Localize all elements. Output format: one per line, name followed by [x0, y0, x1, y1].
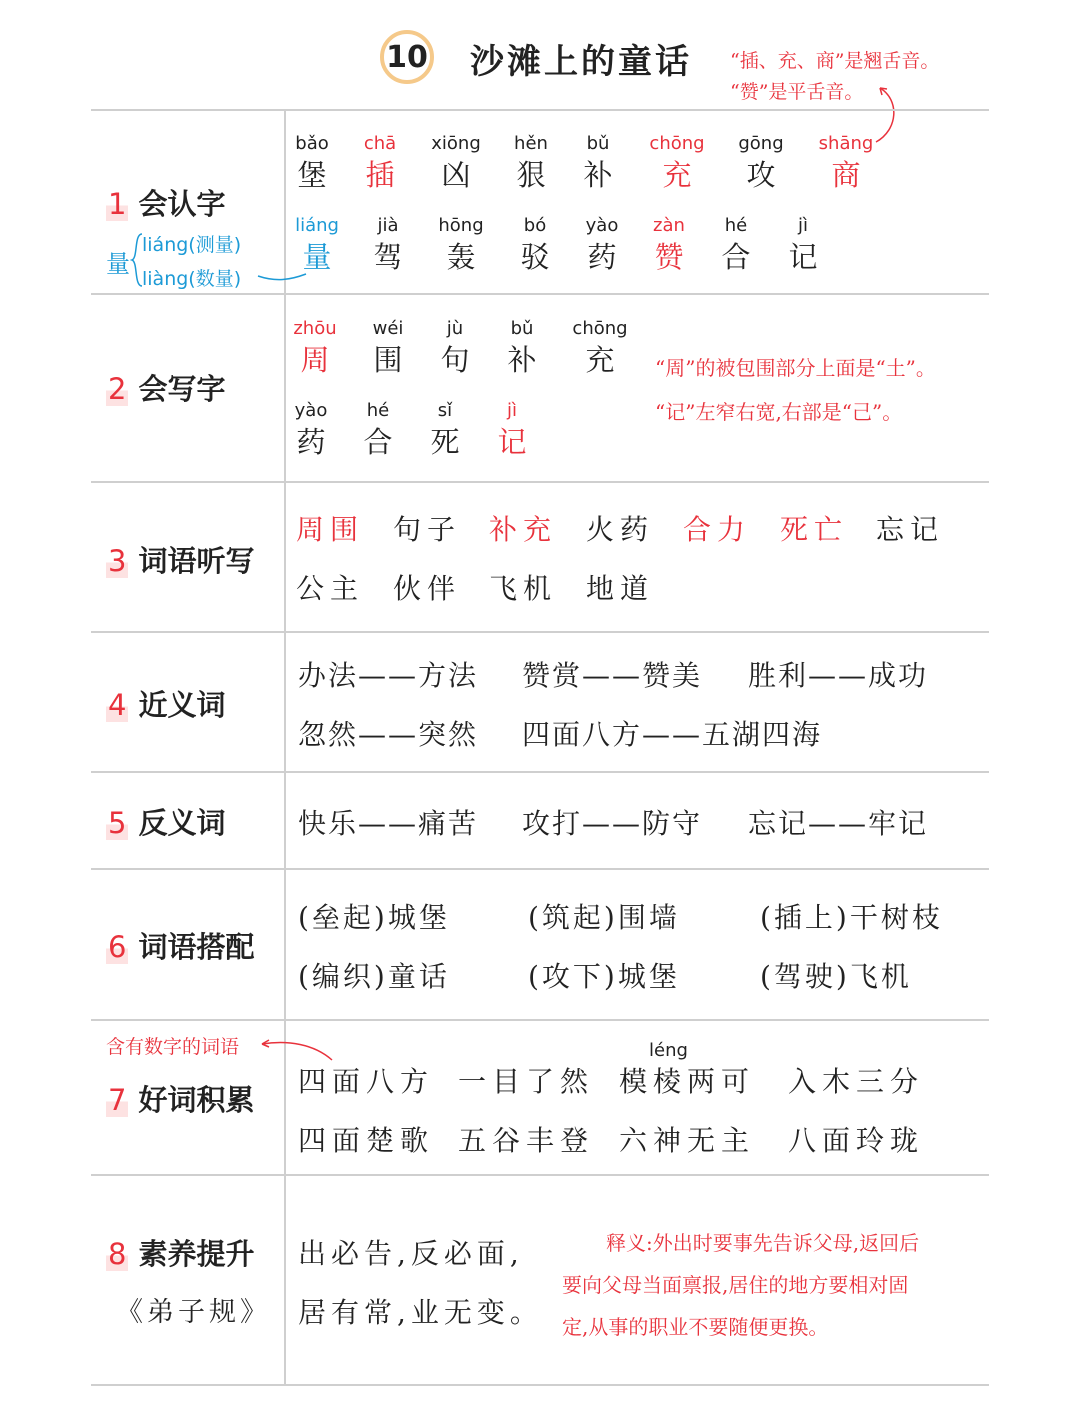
collocation: (插上)干树枝 — [760, 901, 943, 934]
char-cell: hěn 狠 — [514, 133, 548, 192]
good-word: 四面楚歌 — [298, 1124, 435, 1157]
char-cell: bǎo 堡 — [295, 133, 329, 192]
rule-7 — [91, 1174, 989, 1176]
char-cell: bǔ 补 — [507, 318, 537, 377]
char-cell: chā 插 — [363, 133, 397, 192]
rule-2 — [91, 481, 989, 483]
section-4-label: 4 近义词 — [108, 688, 226, 722]
good-words-note: 含有数字的词语 — [106, 1036, 240, 1058]
synonym-pair: 赞赏——赞美 — [522, 659, 703, 692]
antonym-pair: 快乐——痛苦 — [298, 807, 479, 840]
char-cell: jù 句 — [440, 318, 470, 377]
lesson-number: 10 — [386, 39, 428, 75]
dictation-word: 周围 — [296, 513, 365, 546]
literacy-exp-line-2: 要向父母当面禀报,居住的地方要相对固 — [562, 1273, 909, 1297]
char-cell: hōng 轰 — [438, 215, 484, 274]
dictation-word: 忘记 — [876, 513, 945, 546]
section-2-label: 2 会写字 — [108, 372, 226, 406]
section-1-label: 1 会认字 — [108, 187, 226, 221]
collocation: (垒起)城堡 — [298, 901, 450, 934]
dictation-word: 句子 — [393, 513, 462, 546]
char-cell: jì 记 — [497, 400, 527, 459]
poly-char: 量 — [106, 250, 130, 278]
dictation-word: 补充 — [489, 513, 558, 546]
poly-reading-1: liáng(测量) — [142, 234, 242, 256]
poly-reading-2: liàng(数量) — [142, 268, 242, 290]
header-note-line1: “插、充、商”是翘舌音。 — [730, 50, 940, 72]
char-cell: jià 驾 — [373, 215, 403, 274]
section-8-label: 8 素养提升 — [108, 1237, 255, 1271]
collocation: (筑起)围墙 — [528, 901, 680, 934]
rule-6 — [91, 1019, 989, 1021]
char-cell: wéi 围 — [372, 318, 404, 377]
rule-4 — [91, 771, 989, 773]
section-5-label: 5 反义词 — [108, 806, 226, 840]
char-cell: chōng 充 — [572, 318, 628, 377]
rule-3 — [91, 631, 989, 633]
synonym-pair: 忽然——突然 — [298, 718, 479, 751]
good-word: 入木三分 — [788, 1065, 925, 1098]
dictation-word: 公主 — [296, 572, 365, 605]
char-cell: zhōu 周 — [293, 318, 337, 377]
dictation-word: 飞机 — [489, 572, 558, 605]
good-word: 模棱两可 — [619, 1065, 756, 1098]
char-cell: hé 合 — [721, 215, 751, 274]
literacy-line-1: 出必告,反必面, — [298, 1237, 524, 1270]
good-word: 四面八方 — [298, 1065, 435, 1098]
good-word: 一目了然 — [458, 1065, 595, 1098]
write-note-2: “记”左窄右宽,右部是“己”。 — [655, 400, 903, 424]
collocation: (编织)童话 — [298, 960, 450, 993]
char-cell: bó 驳 — [520, 215, 550, 274]
antonym-pair: 忘记——牢记 — [748, 807, 929, 840]
section-8-sub: 《弟子规》 — [116, 1297, 271, 1328]
collocation: (驾驶)飞机 — [760, 960, 912, 993]
section-3-label: 3 词语听写 — [108, 544, 255, 578]
rule-5 — [91, 868, 989, 870]
section-7-label: 7 好词积累 — [108, 1083, 255, 1117]
char-cell: bǔ 补 — [583, 133, 613, 192]
section-6-label: 6 词语搭配 — [108, 930, 255, 964]
header-note-line2: “赞”是平舌音。 — [730, 81, 864, 103]
write-note-1: “周”的被包围部分上面是“土”。 — [655, 356, 936, 380]
char-cell: yào 药 — [585, 215, 619, 274]
synonym-pair: 四面八方——五湖四海 — [522, 718, 823, 751]
good-word: 八面玲珑 — [788, 1124, 925, 1157]
dictation-word: 合力 — [683, 513, 752, 546]
page-title: 沙滩上的童话 — [470, 42, 692, 82]
char-cell: gōng 攻 — [738, 133, 784, 192]
char-cell: chōng 充 — [649, 133, 705, 192]
char-cell: hé 合 — [363, 400, 393, 459]
dictation-word: 地道 — [586, 572, 655, 605]
char-cell: liáng 量 — [295, 215, 339, 274]
rule-top — [91, 109, 989, 111]
good-word: 六神无主 — [619, 1124, 756, 1157]
char-cell: jì 记 — [788, 215, 818, 274]
char-cell: sǐ 死 — [430, 400, 460, 459]
literacy-exp-line-3: 定,从事的职业不要随便更换。 — [562, 1315, 829, 1339]
dictation-word: 火药 — [586, 513, 655, 546]
synonym-pair: 办法——方法 — [298, 659, 479, 692]
char-cell: xiōng 凶 — [431, 133, 481, 192]
good-word: 五谷丰登 — [458, 1124, 595, 1157]
rule-bottom — [91, 1384, 989, 1386]
literacy-exp-line-1: 释义:外出时要事先告诉父母,返回后 — [606, 1231, 920, 1255]
char-cell: zàn 赞 — [653, 215, 685, 274]
char-cell: shāng 商 — [818, 133, 874, 192]
rule-1 — [91, 293, 989, 295]
dictation-word: 伙伴 — [393, 572, 462, 605]
good-words-pinyin: léng — [649, 1040, 688, 1061]
synonym-pair: 胜利——成功 — [748, 659, 929, 692]
literacy-explanation — [562, 1222, 919, 1348]
collocation: (攻下)城堡 — [528, 960, 680, 993]
antonym-pair: 攻打——防守 — [522, 807, 703, 840]
lesson-number-badge — [380, 30, 434, 84]
dictation-word: 死亡 — [780, 513, 849, 546]
char-cell: yào 药 — [294, 400, 328, 459]
literacy-line-2: 居有常,业无变。 — [298, 1296, 543, 1329]
column-divider — [284, 110, 286, 1384]
